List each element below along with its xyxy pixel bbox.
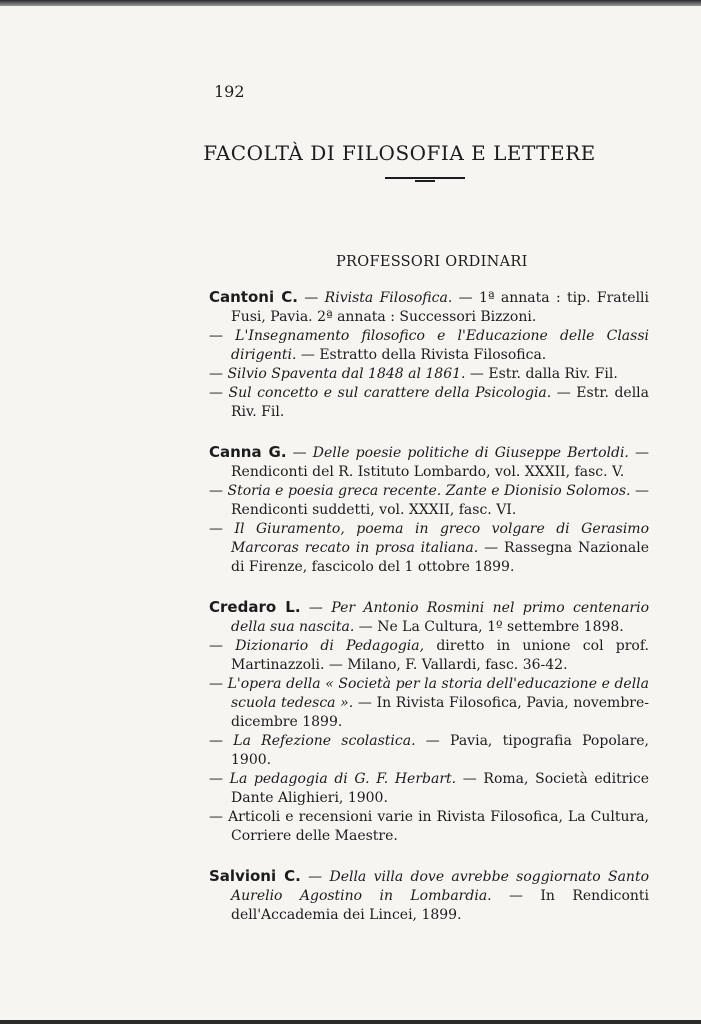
- work-details: — Rassegna Nazionale di Firenze, fascicolo del 1 ottobre 1899.: [231, 540, 650, 575]
- work-item: — Sul concetto e sul carattere della Psicologia. — Estr. della Riv. Fil.: [209, 385, 649, 420]
- work-item: — Storia e poesia greca recente. Zante e Dionisio Solomos. — Rendiconti suddetti, vol. XXXII, fasc. VI.: [209, 483, 649, 518]
- work-title: Storia e poesia greca recente. Zante e Dionisio Solomos.: [227, 483, 631, 499]
- work-details: — 1ª annata : tip. Fratelli Fusi, Pavia. 2ª annata : Successori Bizzoni.: [231, 290, 650, 325]
- author-name: Salvioni C.: [209, 867, 301, 885]
- work-details: — Estr. della Riv. Fil.: [231, 385, 649, 420]
- work-details: diretto in unione col prof. Martinazzoli. — Milano, F. Vallardi, fasc. 36-42.: [231, 638, 649, 673]
- author-entry: [209, 598, 649, 846]
- work-item: Canna G. — Delle poesie politiche di Giuseppe Bertoldi. — Rendiconti del R. Istituto Lombardo, vol. XXXII, fasc. V.: [209, 443, 650, 480]
- author-entry: [209, 443, 649, 577]
- work-item: — La Refezione scolastica. — Pavia, tipografia Popolare, 1900.: [209, 733, 649, 768]
- work-details: — Ne La Cultura, 1º settembre 1898.: [358, 619, 624, 635]
- work-title: Il Giuramento, poema in greco volgare di Gerasimo Marcoras recato in prosa italiana.: [231, 521, 650, 556]
- work-title: L'Insegnamento filosofico e l'Educazione delle Classi dirigenti.: [231, 328, 649, 363]
- page-title: FACOLTÀ DI FILOSOFIA E LETTERE: [203, 141, 596, 165]
- work-title: Dizionario di Pedagogia,: [235, 638, 425, 654]
- title-divider: [385, 177, 465, 183]
- work-title: L'opera della « Società per la storia dell'educazione e della scuola tedesca ».: [227, 676, 650, 711]
- work-details: — In Rivista Filosofica, Pavia, novembre-dicembre 1899.: [231, 695, 649, 730]
- work-item: — Il Giuramento, poema in greco volgare di Gerasimo Marcoras recato in prosa italiana. — Rassegna Nazionale di Firenze, fascicolo del 1 ottobre 1899.: [209, 521, 650, 575]
- section-title: PROFESSORI ORDINARI: [336, 254, 528, 270]
- author-name: Canna G.: [209, 443, 287, 461]
- work-item: Credaro L. — Per Antonio Rosmini nel primo centenario della sua nascita. — Ne La Cultura, 1º settembre 1898.: [209, 598, 650, 635]
- work-title: Delle poesie politiche di Giuseppe Bertoldi.: [312, 445, 629, 461]
- work-item: — La pedagogia di G. F. Herbart. — Roma, Società editrice Dante Alighieri, 1900.: [209, 771, 650, 806]
- scan-bottom-edge: [0, 1020, 701, 1024]
- work-item: Salvioni C. — Della villa dove avrebbe soggiornato Santo Aurelio Agostino in Lombardia. — In Rendiconti dell'Accademia dei Lincei, 1899.: [209, 867, 650, 923]
- work-details: — Roma, Società editrice Dante Alighieri, 1900.: [231, 771, 650, 806]
- work-title: Della villa dove avrebbe soggiornato Santo Aurelio Agostino in Lombardia.: [231, 869, 649, 904]
- work-title: Rivista Filosofica.: [324, 290, 453, 306]
- page-number: 192: [214, 82, 245, 101]
- work-item: — Dizionario di Pedagogia, diretto in unione col prof. Martinazzoli. — Milano, F. Vallardi, fasc. 36-42.: [209, 638, 649, 673]
- bibliography-list: [209, 288, 649, 946]
- work-details: — Estr. dalla Riv. Fil.: [469, 366, 618, 382]
- work-title: La pedagogia di G. F. Herbart.: [229, 771, 457, 787]
- work-title: Per Antonio Rosmini nel primo centenario della sua nascita.: [231, 600, 650, 635]
- work-details: — Pavia, tipografia Popolare, 1900.: [231, 733, 649, 768]
- work-item: Cantoni C. — Rivista Filosofica. — 1ª annata : tip. Fratelli Fusi, Pavia. 2ª annata : Successori Bizzoni.: [209, 288, 650, 325]
- work-details: Articoli e recensioni varie in Rivista Filosofica, La Cultura, Corriere delle Maestre.: [228, 809, 649, 844]
- work-details: — Rendiconti suddetti, vol. XXXII, fasc. VI.: [231, 483, 649, 518]
- author-entry: [209, 288, 649, 422]
- work-item: — L'opera della « Società per la storia dell'educazione e della scuola tedesca ». — In Rivista Filosofica, Pavia, novembre-dicembre 1899.: [209, 676, 650, 730]
- work-item: — L'Insegnamento filosofico e l'Educazione delle Classi dirigenti. — Estratto della Rivista Filosofica.: [209, 328, 649, 363]
- work-details: — Rendiconti del R. Istituto Lombardo, vol. XXXII, fasc. V.: [231, 445, 650, 480]
- work-details: — Estratto della Rivista Filosofica.: [300, 347, 547, 363]
- scan-top-edge: [0, 0, 701, 6]
- work-details: — In Rendiconti dell'Accademia dei Lincei, 1899.: [231, 888, 650, 923]
- author-name: Credaro L.: [209, 598, 301, 616]
- work-title: Sul concetto e sul carattere della Psicologia.: [228, 385, 552, 401]
- author-entry: [209, 867, 649, 925]
- work-item: — Silvio Spaventa dal 1848 al 1861. — Estr. dalla Riv. Fil.: [209, 366, 618, 382]
- author-name: Cantoni C.: [209, 288, 298, 306]
- work-title: Silvio Spaventa dal 1848 al 1861.: [227, 366, 466, 382]
- work-item: — Articoli e recensioni varie in Rivista Filosofica, La Cultura, Corriere delle Maestre.: [209, 809, 649, 844]
- work-title: La Refezione scolastica.: [233, 733, 416, 749]
